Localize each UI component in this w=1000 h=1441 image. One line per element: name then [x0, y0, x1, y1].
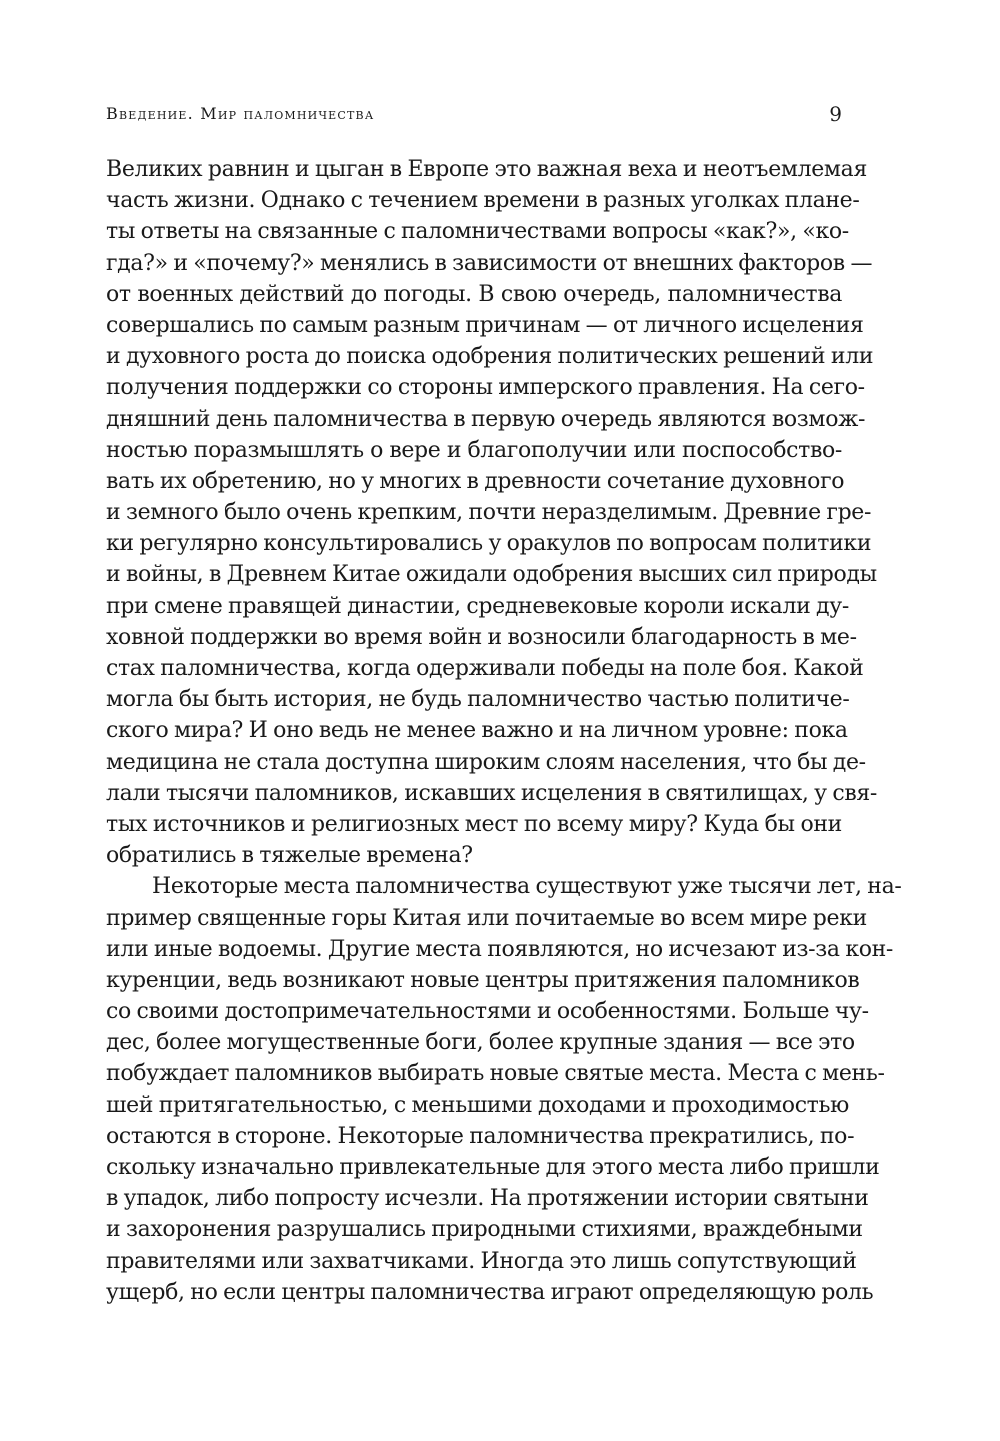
text-line: правителями или захватчиками. Иногда это лишь сопутствующий [106, 1248, 857, 1274]
text-line: побуждает паломников выбирать новые святые места. Места с мень- [106, 1061, 885, 1087]
text-line: скольку изначально привлекательные для этого места либо пришли [106, 1155, 880, 1180]
text-line: совершались по самым разным причинам — от личного исцеления [106, 312, 864, 338]
text-line: со своими достопримечательностями и особенностями. Больше чу- [106, 999, 869, 1025]
paragraph-end-line: обратились в тяжелые времена? [106, 843, 473, 869]
text-line: медицина не стала доступна широким слоям населения, что бы де- [106, 749, 866, 775]
text-line: и захоронения разрушались природными стихиями, враждебными [106, 1217, 863, 1243]
body-text [106, 154, 902, 1308]
text-line: пример священные горы Китая или почитаемые во всем мире реки [106, 905, 867, 931]
text-line: дняшний день паломничества в первую очередь являются возмож- [106, 406, 866, 432]
text-line: ты ответы на связанные с паломничествами вопросы «как?», «ко- [106, 219, 849, 245]
text-line: часть жизни. Однако с течением времени в разных уголках плане- [106, 188, 860, 214]
text-line: или иные водоемы. Другие места появляются, но исчезают из-за кон- [106, 936, 894, 962]
text-line: ки регулярно консультировались у оракулов по вопросам политики [106, 531, 872, 557]
text-line: гда?» и «почему?» менялись в зависимости от внешних факторов — [106, 250, 873, 276]
text-line: в упадок, либо попросту исчезли. На протяжении истории святыни [106, 1186, 869, 1212]
text-line: вать их обретению, но у многих в древности сочетание духовного [106, 468, 845, 494]
text-line: и войны, в Древнем Китае ожидали одобрения высших сил природы [106, 562, 877, 588]
text-line: остаются в стороне. Некоторые паломничества прекратились, по- [106, 1123, 855, 1149]
text-line: куренции, ведь возникают новые центры притяжения паломников [106, 967, 860, 993]
text-line: лали тысячи паломников, искавших исцеления в святилищах, у свя- [106, 780, 878, 806]
text-line: и духовного роста до поиска одобрения политических решений или [106, 344, 874, 370]
text-line: получения поддержки со стороны имперского правления. На сего- [106, 375, 865, 401]
text-line: ущерб, но если центры паломничества играют определяющую роль [106, 1279, 874, 1305]
text-line: при смене правящей династии, средневековые короли искали ду- [106, 593, 849, 619]
text-line: стах паломничества, когда одерживали победы на поле боя. Какой [106, 656, 864, 681]
text-line: ховной поддержки во время войн и возносили благодарность в ме- [106, 624, 857, 650]
text-line: и земного было очень крепким, почти неразделимым. Древние гре- [106, 500, 872, 526]
text-line: дес, более могущественные боги, более крупные здания — все это [106, 1030, 855, 1056]
running-title: Введение. Мир паломничества [106, 104, 375, 123]
text-line: от военных действий до погоды. В свою очередь, паломничества [106, 281, 842, 307]
text-line: ностью поразмышлять о вере и благополучии или поспособство- [106, 437, 842, 463]
text-line: могла бы быть история, не будь паломничество частью политиче- [106, 687, 850, 713]
text-line: шей притягательностью, с меньшими доходами и проходимостью [106, 1092, 849, 1118]
page-number: 9 [829, 102, 842, 126]
text-line: ского мира? И оно ведь не менее важно и на личном уровне: пока [106, 718, 848, 744]
text-line: тых источников и религиозных мест по всему миру? Куда бы они [106, 811, 842, 837]
running-head [106, 100, 842, 134]
text-line: Великих равнин и цыган в Европе это важная веха и неотъемлемая [106, 157, 867, 182]
paragraph-start-line: Некоторые места паломничества существуют уже тысячи лет, на- [152, 874, 902, 900]
